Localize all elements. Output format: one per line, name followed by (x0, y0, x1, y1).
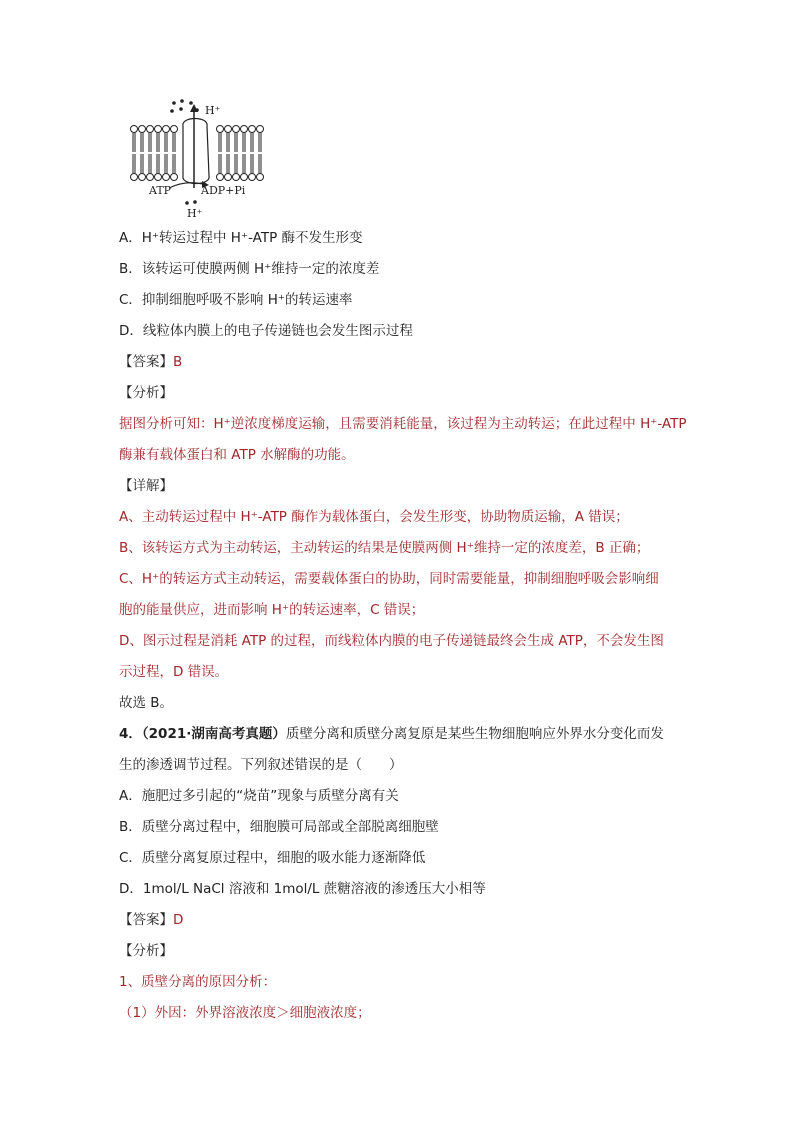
q3-conclusion: 故选 B。 (119, 695, 174, 711)
q3-detail-line-6: 示过程，D 错误。 (119, 664, 229, 680)
h-ion-dots-bottom (185, 200, 197, 205)
q3-analysis-line-1: 据图分析可知：H⁺逆浓度梯度运输，且需要消耗能量，该过程为主动转运；在此过程中 H⁺-ATP (119, 416, 687, 432)
membrane-transport-diagram (125, 96, 265, 222)
q4-stem-line-2: 生的渗透调节过程。下列叙述错误的是（ ） (119, 757, 403, 773)
q4-answer (119, 911, 183, 929)
q4-source: （2021·湖南高考真题） (141, 726, 286, 742)
q4-analysis-label: 【分析】 (119, 943, 173, 959)
atp-label: ATP (149, 184, 172, 197)
h-ion-label-bottom: H⁺ (187, 207, 203, 220)
q3-answer (119, 353, 182, 371)
phospholipid-bilayer-right (217, 126, 264, 181)
q4-option-b: B．质壁分离过程中，细胞膜可局部或全部脱离细胞壁 (119, 819, 439, 835)
q4-analysis-line-1: 1、质壁分离的原因分析： (119, 974, 277, 990)
q4-analysis-line-2: （1）外因：外界溶液浓度＞细胞液浓度； (119, 1005, 371, 1021)
q4-option-c: C．质壁分离复原过程中，细胞的吸水能力逐渐降低 (119, 850, 426, 866)
q3-option-a: A．H⁺转运过程中 H⁺-ATP 酶不发生形变 (119, 230, 363, 246)
h-ion-label-top: H⁺ (205, 104, 221, 117)
q3-option-c: C．抑制细胞呼吸不影响 H⁺的转运速率 (119, 292, 353, 308)
q3-option-d: D．线粒体内膜上的电子传递链也会发生图示过程 (119, 323, 413, 339)
arrow-up-head-icon (190, 104, 198, 112)
q3-detail-line-3: C、H⁺的转运方式主动转运，需要载体蛋白的协助，同时需要能量，抑制细胞呼吸会影响细 (119, 571, 659, 587)
q4-stem-text-1: 质壁分离和质壁分离复原是某些生物细胞响应外界水分变化而发 (285, 726, 664, 742)
answer-value: B (173, 354, 183, 370)
atp-hydrolysis-arrow (169, 183, 203, 188)
q3-detail-line-4: 胞的能量供应，进而影响 H⁺的转运速率，C 错误； (119, 602, 425, 618)
q3-option-b: B．该转运可使膜两侧 H⁺维持一定的浓度差 (119, 261, 380, 277)
answer-label: 【答案】 (119, 354, 173, 370)
q3-detail-line-5: D、图示过程是消耗 ATP 的过程，而线粒体内膜的电子传递链最终会生成 ATP，不会发生图 (119, 633, 664, 649)
answer-label: 【答案】 (119, 912, 173, 928)
q3-detail-line-2: B、该转运方式为主动转运，主动转运的结果是使膜两侧 H⁺维持一定的浓度差，B 正确； (119, 540, 650, 556)
h-atpase-carrier-protein (183, 119, 209, 184)
q3-detail-label: 【详解】 (119, 478, 173, 494)
q4-option-a: A．施肥过多引起的“烧苗”现象与质壁分离有关 (119, 788, 399, 804)
q3-analysis-label: 【分析】 (119, 385, 173, 401)
q3-analysis-line-2: 酶兼有载体蛋白和 ATP 水解酶的功能。 (119, 447, 355, 463)
answer-value: D (173, 912, 184, 928)
q4-stem-line-1 (119, 725, 664, 743)
phospholipid-bilayer-left (131, 126, 178, 181)
q4-number: 4． (119, 726, 142, 742)
q3-detail-line-1: A、主动转运过程中 H⁺-ATP 酶作为载体蛋白，会发生形变，协助物质运输，A 错误； (119, 509, 629, 525)
q4-option-d: D．1mol/L NaCl 溶液和 1mol/L 蔗糖溶液的渗透压大小相等 (119, 881, 486, 897)
adp-pi-label: ADP+Pi (201, 184, 246, 197)
